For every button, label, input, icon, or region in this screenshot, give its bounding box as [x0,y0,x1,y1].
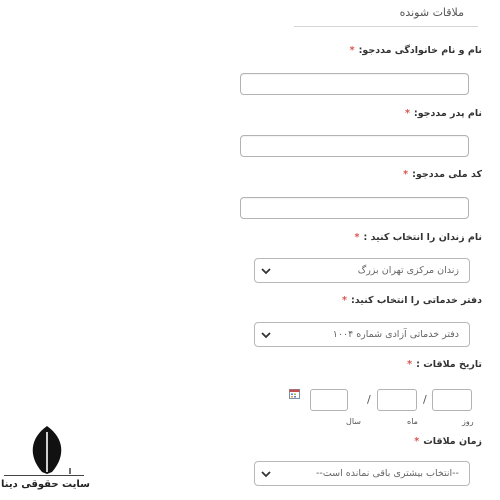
visit-date-label [407,359,482,370]
prison-label [355,232,482,243]
chevron-down-icon [260,330,272,340]
calendar-icon[interactable] [289,388,300,399]
day-input[interactable] [432,389,472,411]
service-office-label [342,295,482,306]
required-mark: * [403,169,409,180]
section-divider [294,26,478,27]
visit-time-label-text: زمان ملاقات [423,436,482,447]
date-separator: / [367,393,371,406]
service-office-select[interactable] [254,322,470,347]
father-name-label-text: نام پدر مددجو: [413,108,482,119]
logo-underline [4,475,84,476]
watermark-text: سایت حقوقی دینا [1,479,90,490]
feather-logo-icon [20,424,74,476]
visit-date-label-text: تاریخ ملاقات : [416,359,482,370]
father-name-label [405,108,482,119]
full-name-input[interactable] [240,73,469,95]
prison-label-text: نام زندان را انتخاب کنید : [363,232,482,243]
month-input[interactable] [377,389,417,411]
required-mark: * [404,108,410,119]
chevron-down-icon [260,469,272,479]
visit-time-selected-value: --انتخاب بیشتری باقی نمانده است-- [315,468,459,479]
required-mark: * [349,45,355,56]
section-title: ملاقات شونده [399,6,464,19]
required-mark: * [342,295,347,306]
day-caption: روز [462,417,474,426]
required-mark: * [414,436,420,447]
full-name-label-text: نام و نام خانوادگی مددجو: [358,45,482,56]
year-input[interactable] [310,389,348,411]
date-separator: / [423,393,427,406]
national-code-label-text: کد ملی مددجو: [412,169,482,180]
service-office-label-text: دفتر خدماتی را انتخاب کنید: [350,295,482,306]
year-caption: سال [346,417,361,426]
chevron-down-icon [260,266,272,276]
national-code-input[interactable] [240,197,469,219]
prison-selected-value: زندان مرکزی تهران بزرگ [357,265,459,276]
visit-time-label [414,436,482,447]
required-mark: * [407,359,413,370]
father-name-input[interactable] [240,135,469,157]
visit-time-select[interactable] [254,461,470,486]
prison-select[interactable] [254,258,470,283]
required-mark: * [354,232,360,243]
month-caption: ماه [407,417,418,426]
national-code-label [403,169,482,180]
full-name-label [350,45,482,56]
service-office-selected-value: دفتر خدماتی آزادی شماره ۱۰۰۴ [332,329,459,340]
